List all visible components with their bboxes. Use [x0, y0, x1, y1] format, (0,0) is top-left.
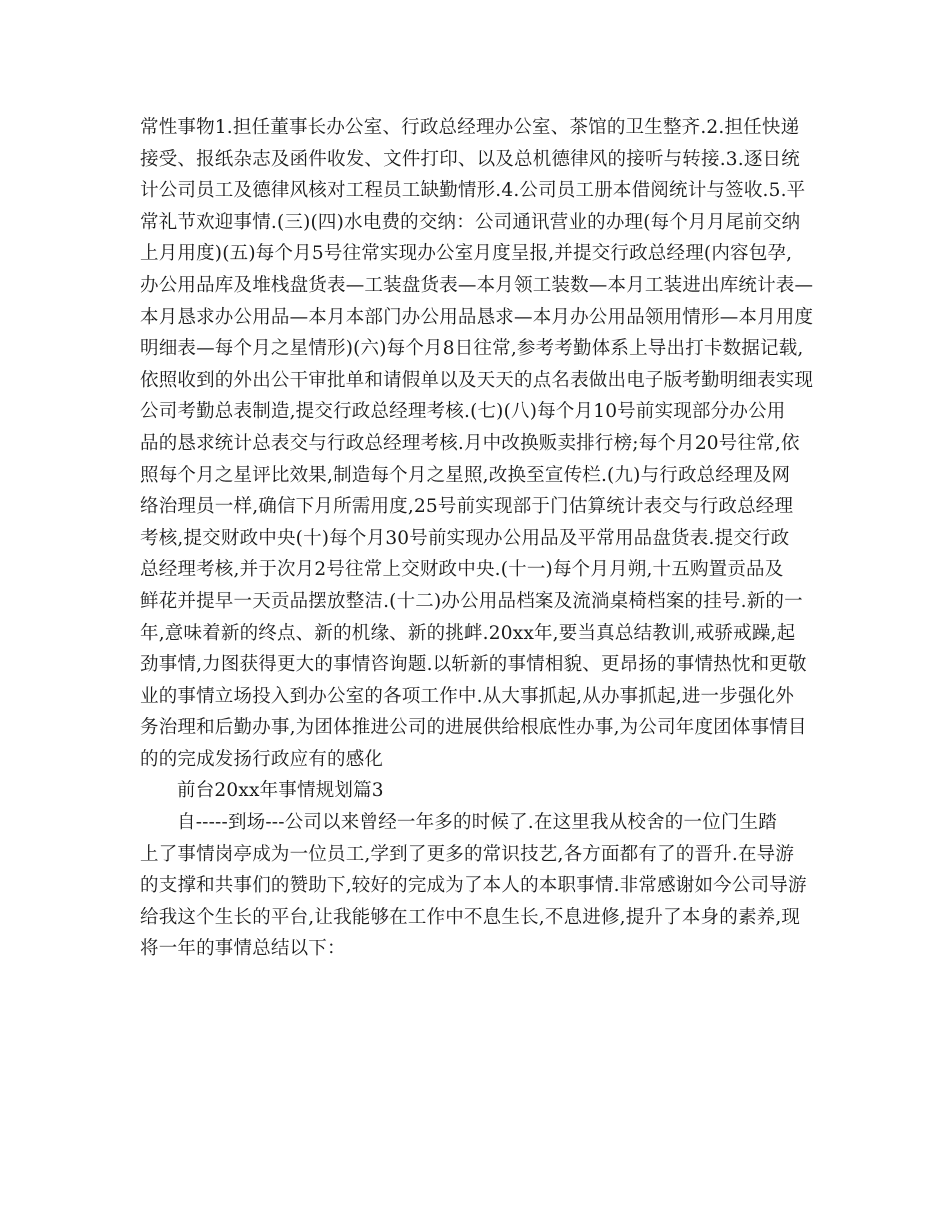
body-line: 本月恳求办公用品—本月本部门办公用品恳求—本月办公用品领用情形—本月用度 — [140, 306, 814, 328]
paragraph-line: 的支撑和共事们的赞助下,较好的完成为了本人的本职事情.非常感谢如今公司导游 — [140, 875, 807, 897]
body-line: 计公司员工及德律风核对工程员工缺勤情形.4.公司员工册本借阅统计与签收.5.平 — [140, 180, 806, 202]
body-line: 上月用度)(五)每个月5号往常实现办公室月度呈报,并提交行政总经理(内容包孕, — [140, 243, 793, 265]
body-line: 业的事情立场投入到办公室的各项工作中.从大事抓起,从办事抓起,进一步强化外 — [140, 685, 795, 707]
body-line: 品的恳求统计总表交与行政总经理考核.月中改换贩卖排行榜;每个月20号往常,依 — [140, 432, 800, 454]
body-line: 常性事物1.担任董事长办公室、行政总经理办公室、茶馆的卫生整齐.2.担任快递 — [140, 117, 800, 138]
paragraph-line: 将一年的事情总结以下： — [140, 938, 346, 960]
document-body — [140, 112, 812, 965]
body-line: 总经理考核,并于次月2号往常上交财政中央.(十一)每个月月朔,十五购置贡品及 — [140, 559, 784, 581]
body-line: 照每个月之星评比效果,制造每个月之星照,改换至宣传栏.(九)与行政总经理及网 — [140, 464, 791, 486]
body-line: 办公用品库及堆栈盘货表—工装盘货表—本月领工装数—本月工装进出库统计表— — [140, 274, 814, 296]
body-line: 明细表—每个月之星情形)(六)每个月8日往常,参考考勤体系上导出打卡数据记载, — [140, 338, 804, 360]
paragraph-line: 自-----到场---公司以来曾经一年多的时候了.在这里我从校舍的一位门生踏 — [177, 812, 777, 834]
body-line: 的的完成发扬行政应有的感化 — [140, 748, 384, 770]
body-line: 接受、报纸杂志及函件收发、文件打印、以及总机德律风的接听与转接.3.逐日统 — [140, 148, 800, 170]
section-heading: 前台20xx年事情规划篇3 — [177, 780, 384, 802]
body-line: 务治理和后勤办事,为团体推进公司的进展供给根底性办事,为公司年度团体事情目 — [140, 717, 807, 739]
body-line: 鲜花并提早一天贡品摆放整洁.(十二)办公用品档案及流淌桌椅档案的挂号.新的一 — [140, 590, 803, 612]
paragraph-line: 上了事情岗亭成为一位员工,学到了更多的常识技艺,各方面都有了的晋升.在导游 — [140, 843, 795, 865]
body-line: 年,意味着新的终点、新的机缘、新的挑衅.20xx年,要当真总结教训,戒骄戒躁,起 — [140, 622, 796, 644]
paragraph-line: 给我这个生长的平台,让我能够在工作中不息生长,不息进修,提升了本身的素养,现 — [140, 906, 801, 928]
body-line: 络治理员一样,确信下月所需用度,25号前实现部于门估算统计表交与行政总经理 — [140, 496, 794, 518]
body-line: 劲事情,力图获得更大的事情咨询题.以斩新的事情相貌、更昂扬的事情热忱和更敬 — [140, 654, 807, 676]
body-line: 依照收到的外出公干审批单和请假单以及天天的点名表做出电子版考勤明细表实现 — [140, 369, 814, 391]
body-line: 常礼节欢迎事情.(三)(四)水电费的交纳：公司通讯营业的办理(每个月月尾前交纳 — [140, 211, 801, 233]
body-line: 公司考勤总表制造,提交行政总经理考核.(七)(八)每个月10号前实现部分办公用 — [140, 401, 786, 423]
body-line: 考核,提交财政中央(十)每个月30号前实现办公用品及平常用品盘货表.提交行政 — [140, 527, 790, 549]
